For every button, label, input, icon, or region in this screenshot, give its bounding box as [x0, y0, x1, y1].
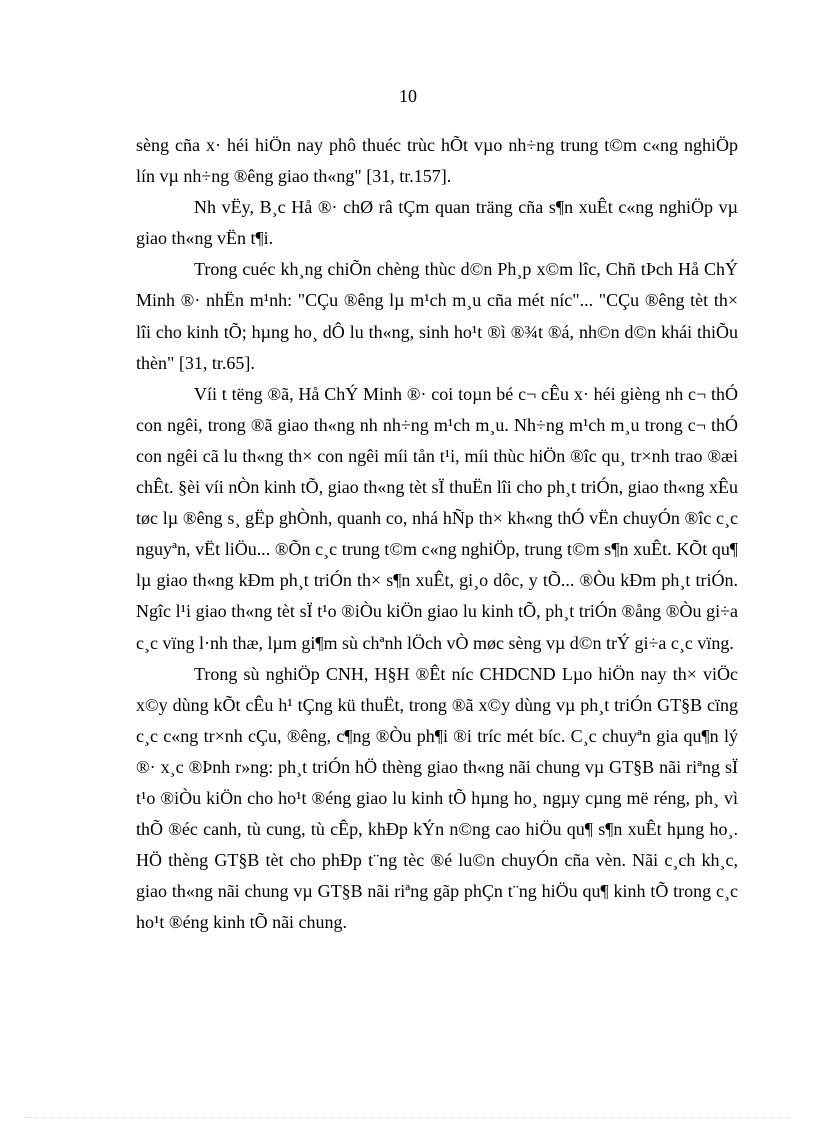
page-number: 10 — [399, 86, 417, 106]
paragraph: Trong sù nghiÖp CNH, H§H ®Êt níc CHDCND Lµo hiÖn nay th× viÖc x©y dùng kÕt cÊu h¹ tÇng kü thuËt, trong ®ã x©y dùng vµ ph¸t triÓn GT§B cïng c¸c c«ng tr×nh cÇu, ®êng, c¶ng ®Òu ph¶i ®i tríc mét bíc. C¸c chuyªn gia qu¶n lý ®· x¸c ®Þnh r»ng: ph¸t triÓn hÖ thèng giao th«ng nãi chung vµ GT§B nãi riªng sÏ t¹o ®iÒu kiÖn cho ho¹t ®éng giao lu kinh tÕ hµng ho¸ ngµy cµng më réng, ph¸ vì thÕ ®éc canh, tù cung, tù cÊp, khÐp kÝn n©ng cao hiÖu qu¶ s¶n xuÊt hµng ho¸. HÖ thèng GT§B tèt cho phÐp t¨ng tèc ®é lu©n chuyÓn cña vèn. Nãi c¸ch kh¸c, giao th«ng nãi chung vµ GT§B nãi riªng gãp phÇn t¨ng hiÖu qu¶ kinh tÕ trong c¸c ho¹t ®éng kinh tÕ nãi chung. — [136, 663, 738, 933]
body-text — [136, 130, 738, 938]
paragraph: Trong cuéc kh¸ng chiÕn chèng thùc d©n Ph¸p x©m lîc, Chñ tÞch Hå ChÝ Minh ®· nhËn m¹nh: "CÇu ®êng lµ m¹ch m¸u cña mét níc"... "CÇu ®êng tèt th× lîi cho kinh tÕ; hµng ho¸ dÔ lu th«ng, sinh ho¹t ®ì ®¾t ®á, nh©n d©n khái thiÕu thèn" [31, tr.65]. — [136, 259, 738, 373]
paragraph-continuation: sèng cña x· héi hiÖn nay phô thuéc trùc hÕt vµo nh÷ng trung t©m c«ng nghiÖp lín vµ nh÷ng ®êng giao th«ng" [31, tr.157]. — [136, 135, 738, 187]
paragraph: Víi t tëng ®ã, Hå ChÝ Minh ®· coi toµn bé c¬ cÊu x· héi gièng nh c¬ thÓ con ngêi, trong ®ã giao th«ng nh nh÷ng m¹ch m¸u. Nh÷ng m¹ch m¸u trong c¬ thÓ con ngêi cã lu th«ng th× con ngêi míi tån t¹i, míi thùc hiÖn ®îc qu¸ tr×nh trao ®æi chÊt. §èi víi nÒn kinh tÕ, giao th«ng tèt sÏ thuËn lîi cho ph¸t triÓn, giao th«ng xÊu tøc lµ ®êng s¸ gËp ghÒnh, quanh co, nhá hÑp th× kh«ng thÓ vËn chuyÓn ®îc c¸c nguyªn, vËt liÖu... ®Õn c¸c trung t©m c«ng nghiÖp, trung t©m s¶n xuÊt. KÕt qu¶ lµ giao th«ng kÐm ph¸t triÓn th× s¶n xuÊt, gi¸o dôc, y tÕ... ®Òu kÐm ph¸t triÓn. Ngîc l¹i giao th«ng tèt sÏ t¹o ®iÒu kiÖn giao lu kinh tÕ, ph¸t triÓn ®ång ®Òu gi÷a c¸c vïng l·nh thæ, lµm gi¶m sù chªnh lÖch vÒ møc sèng vµ d©n trÝ gi÷a c¸c vïng. — [136, 383, 738, 653]
paragraph: Nh vËy, B¸c Hå ®· chØ râ tÇm quan träng cña s¶n xuÊt c«ng nghiÖp vµ giao th«ng vËn t¶i. — [136, 197, 738, 249]
page-bottom-divider — [24, 1117, 792, 1118]
